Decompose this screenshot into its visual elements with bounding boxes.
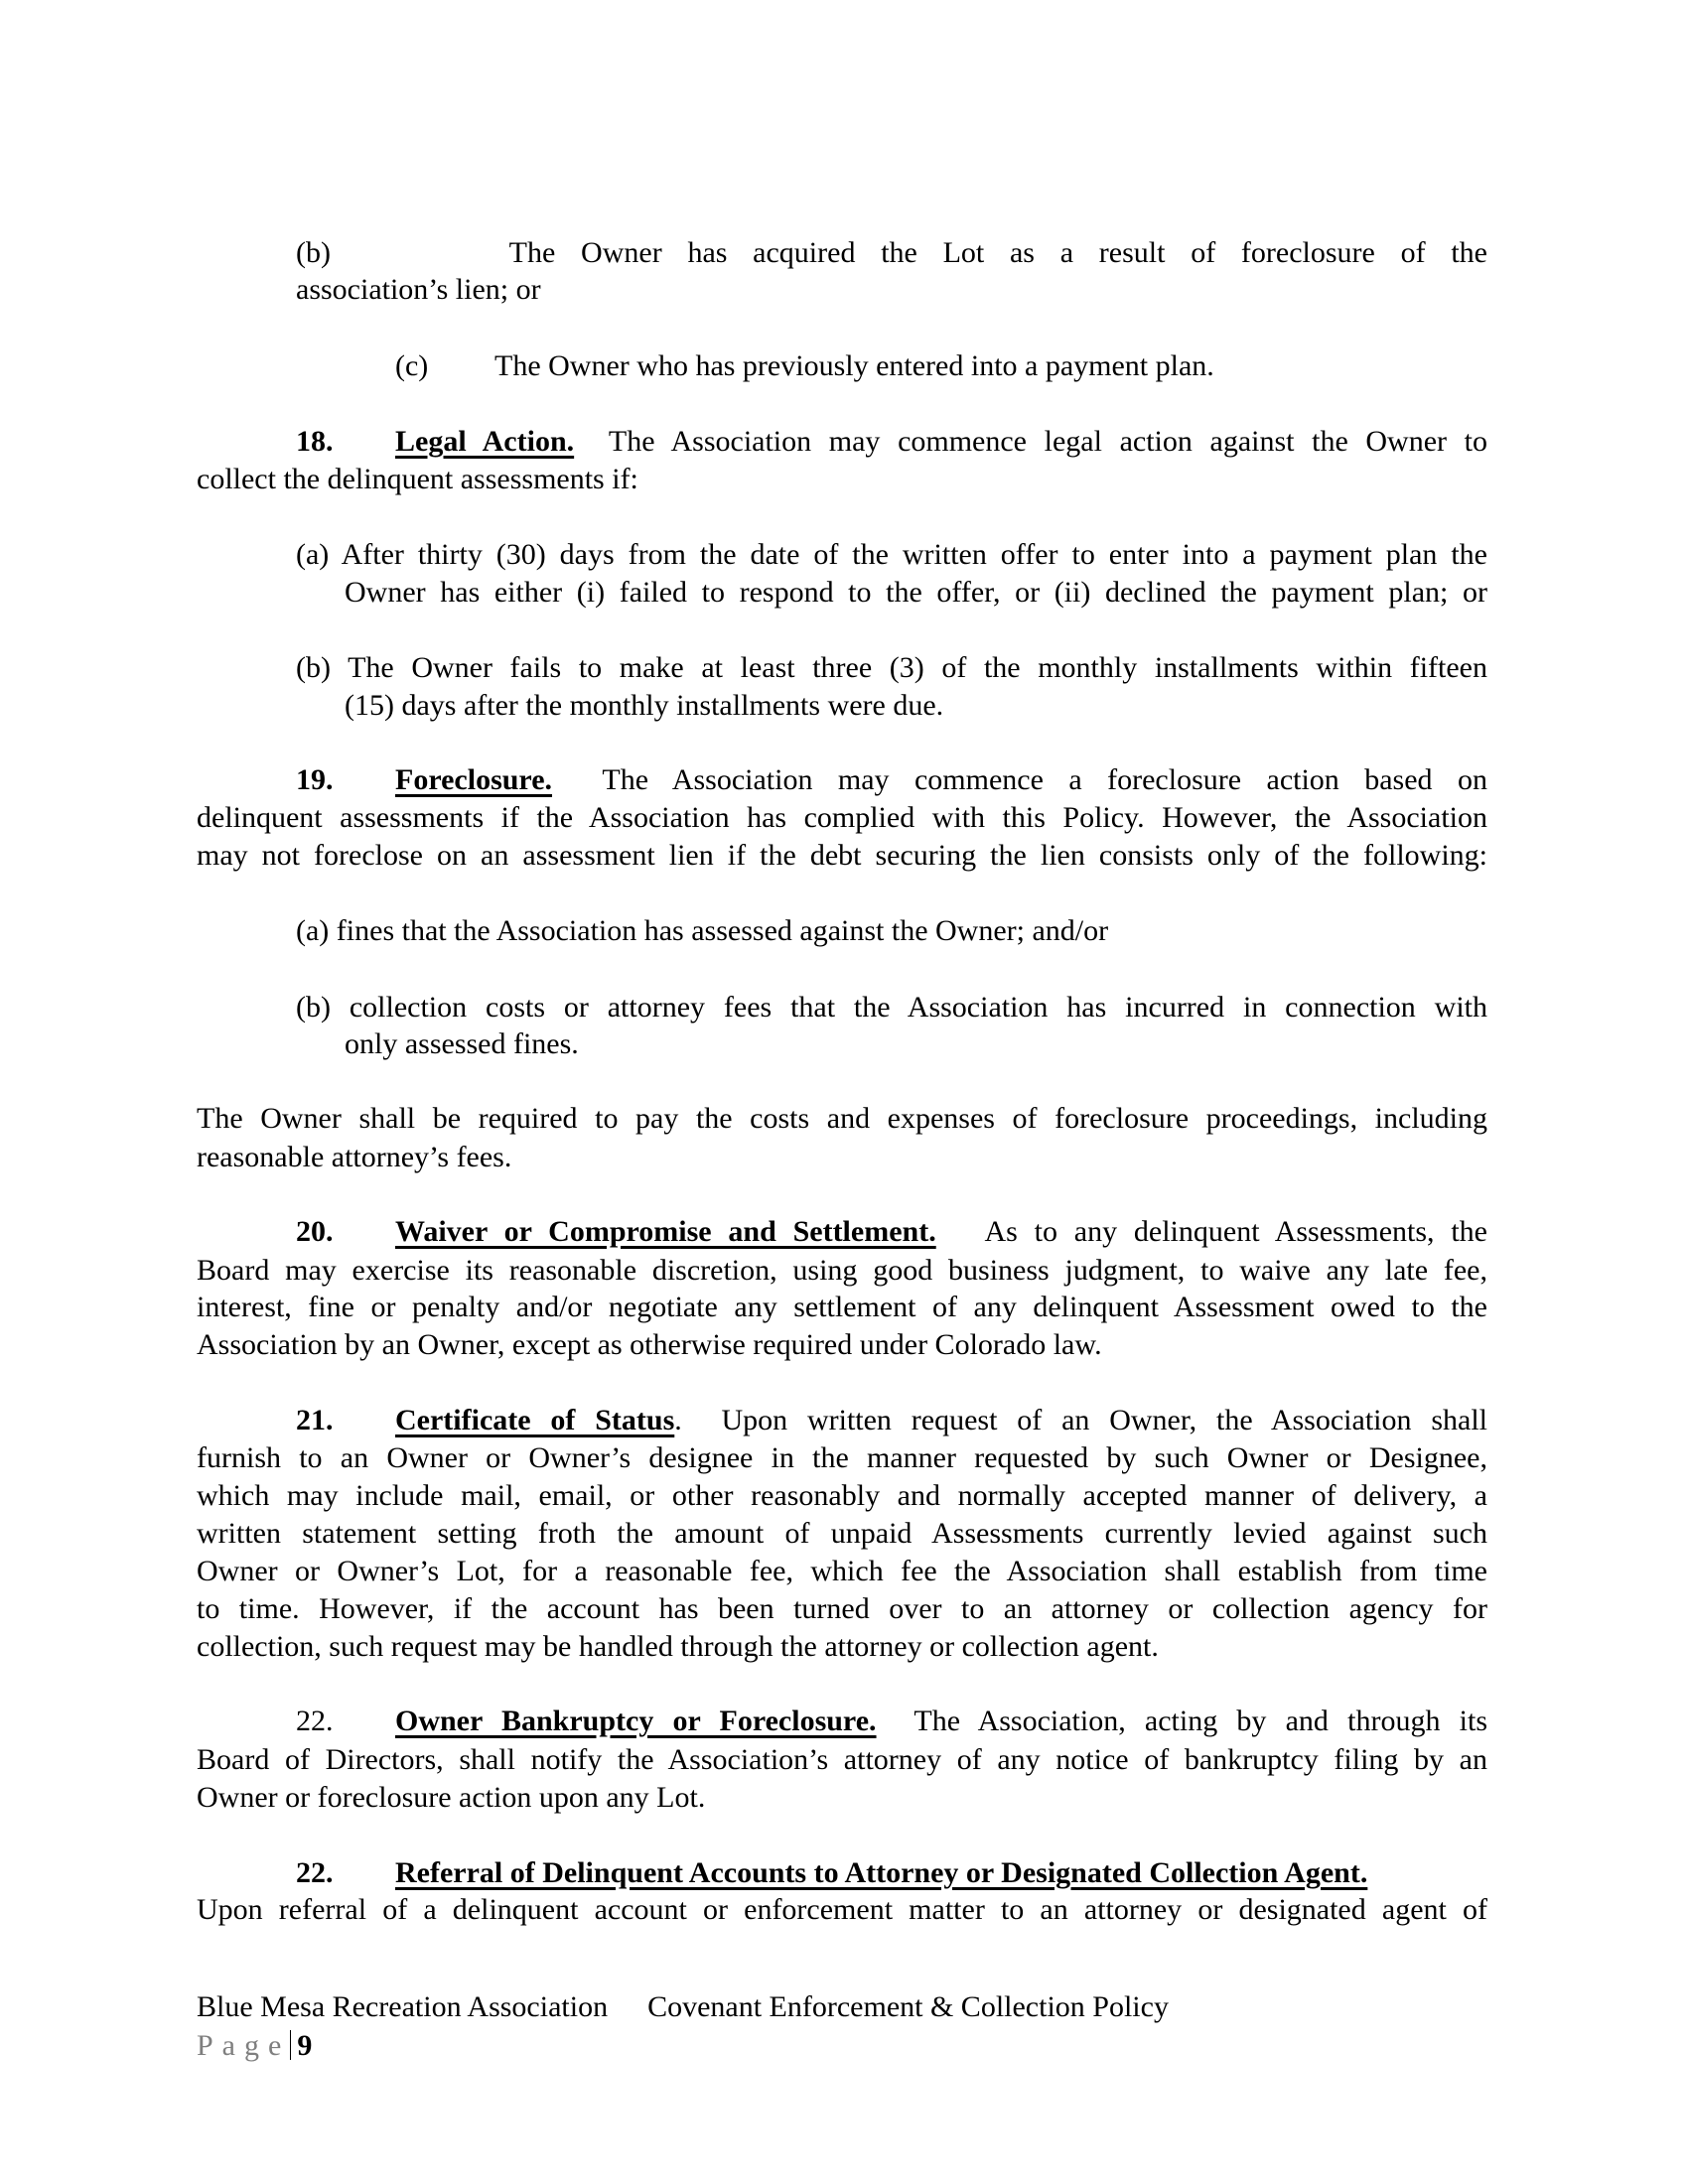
section-21-title-punct: . xyxy=(674,1404,682,1436)
section-20-line2: Board may exercise its reasonable discretion, using good business judgment, to waive any late fee, xyxy=(197,1254,1487,1287)
section-22a-heading-line xyxy=(197,1703,1487,1740)
section-22a-title: Owner Bankruptcy or Foreclosure. xyxy=(395,1705,877,1737)
item-c xyxy=(395,347,1214,385)
section-18-item-b-line1 xyxy=(296,649,1487,687)
section-21-line3: which may include mail, email, or other reasonably and normally accepted manner of delivery, a xyxy=(197,1479,1487,1512)
section-21-line4: written statement setting froth the amount of unpaid Assessments currently levied against such xyxy=(197,1517,1487,1550)
section-18-item-a-line1 xyxy=(296,536,1487,574)
item-b-label: (b) xyxy=(296,236,331,269)
section-20-title: Waiver or Compromise and Settlement. xyxy=(395,1215,936,1248)
section-18-item-a-line2: Owner has either (i) failed to respond to the offer, or (ii) declined the payment plan; or xyxy=(345,576,1487,609)
section-18-item-b-line2: (15) days after the monthly installments were due. xyxy=(345,689,944,722)
item-b-text: The Owner has acquired the Lot as a result of foreclosure of the xyxy=(508,236,1487,269)
item-b-line1 xyxy=(197,234,1487,272)
item-c-text: The Owner who has previously entered into a payment plan. xyxy=(494,349,1214,382)
section-21-line7: collection, such request may be handled through the attorney or collection agent. xyxy=(197,1630,1159,1663)
footer-page-separator xyxy=(290,2030,291,2060)
footer-association: Blue Mesa Recreation Association xyxy=(197,1990,609,2023)
section-18-item-a-label: (a) xyxy=(296,538,330,571)
footer-page-number: 9 xyxy=(297,2029,313,2062)
section-22a-line2: Board of Directors, shall notify the Association’s attorney of any notice of bankruptcy filing by an xyxy=(197,1743,1487,1776)
section-19-item-a-text: fines that the Association has assessed against the Owner; and/or xyxy=(336,914,1109,947)
footer-page-line xyxy=(197,2027,312,2065)
section-18-number: 18. xyxy=(296,425,334,458)
section-19-item-b-line2: only assessed fines. xyxy=(345,1027,579,1060)
section-21-title: Certificate of Status xyxy=(395,1404,675,1436)
section-18-title: Legal Action. xyxy=(395,425,575,458)
section-19-line2: delinquent assessments if the Association has complied with this Policy. However, the Association xyxy=(197,801,1487,834)
section-22b-heading-line xyxy=(296,1854,1367,1892)
section-18-item-a-text: After thirty (30) days from the date of the written offer to enter into a payment plan the xyxy=(341,538,1487,571)
section-20-line4: Association by an Owner, except as otherwise required under Colorado law. xyxy=(197,1328,1102,1361)
section-20-text: As to any delinquent Assessments, the xyxy=(984,1215,1487,1248)
section-22b-title: Referral of Delinquent Accounts to Attorney or Designated Collection Agent. xyxy=(395,1856,1368,1889)
section-19-item-b-text: collection costs or attorney fees that the Association has incurred in connection with xyxy=(349,991,1488,1024)
section-18-text: The Association may commence legal action against the Owner to xyxy=(608,425,1487,458)
footer-title-line xyxy=(197,1988,1169,2026)
section-22b-number: 22. xyxy=(296,1856,334,1889)
section-19-text: The Association may commence a foreclosure action based on xyxy=(602,763,1487,796)
section-19-line3: may not foreclose on an assessment lien if the debt securing the lien consists only of the following: xyxy=(197,839,1487,872)
section-18-item-b-text: The Owner fails to make at least three (3) of the monthly installments within fifteen xyxy=(348,651,1487,684)
section-21-text: Upon written request of an Owner, the Association shall xyxy=(721,1404,1487,1436)
item-b-line2: association’s lien; or xyxy=(296,273,541,306)
item-c-label: (c) xyxy=(395,349,429,382)
section-18-item-b-label: (b) xyxy=(296,651,331,684)
section-22b-line2: Upon referral of a delinquent account or enforcement matter to an attorney or designated agent of xyxy=(197,1893,1487,1926)
section-22a-text: The Association, acting by and through its xyxy=(914,1705,1487,1737)
footer-page-label: Page xyxy=(197,2029,291,2062)
section-19-heading-line xyxy=(197,761,1487,799)
section-19-item-b-line1 xyxy=(296,989,1487,1026)
section-21-line5: Owner or Owner’s Lot, for a reasonable fee, which fee the Association shall establish from time xyxy=(197,1555,1487,1587)
section-18-heading-line xyxy=(197,423,1487,461)
section-19-item-a xyxy=(296,912,1108,950)
section-20-line3: interest, fine or penalty and/or negotiate any settlement of any delinquent Assessment owed to the xyxy=(197,1291,1487,1323)
section-19-item-b-label: (b) xyxy=(296,991,331,1024)
section-19-item-a-label: (a) xyxy=(296,914,330,947)
section-21-line2: furnish to an Owner or Owner’s designee in the manner requested by such Owner or Designee, xyxy=(197,1441,1487,1474)
footer-policy: Covenant Enforcement & Collection Policy xyxy=(647,1990,1169,2023)
section-19-after-line1: The Owner shall be required to pay the costs and expenses of foreclosure proceedings, including xyxy=(197,1102,1487,1135)
section-21-heading-line xyxy=(197,1402,1487,1439)
section-20-number: 20. xyxy=(296,1215,334,1248)
section-22a-number: 22. xyxy=(296,1705,334,1737)
section-19-number: 19. xyxy=(296,763,334,796)
section-21-line6: to time. However, if the account has been turned over to an attorney or collection agency for xyxy=(197,1592,1487,1625)
section-22a-line3: Owner or foreclosure action upon any Lot. xyxy=(197,1781,706,1814)
section-20-heading-line xyxy=(197,1213,1487,1251)
section-19-after-line2: reasonable attorney’s fees. xyxy=(197,1141,512,1173)
section-18-line2: collect the delinquent assessments if: xyxy=(197,463,638,495)
section-21-number: 21. xyxy=(296,1404,334,1436)
section-19-title: Foreclosure. xyxy=(395,763,553,796)
